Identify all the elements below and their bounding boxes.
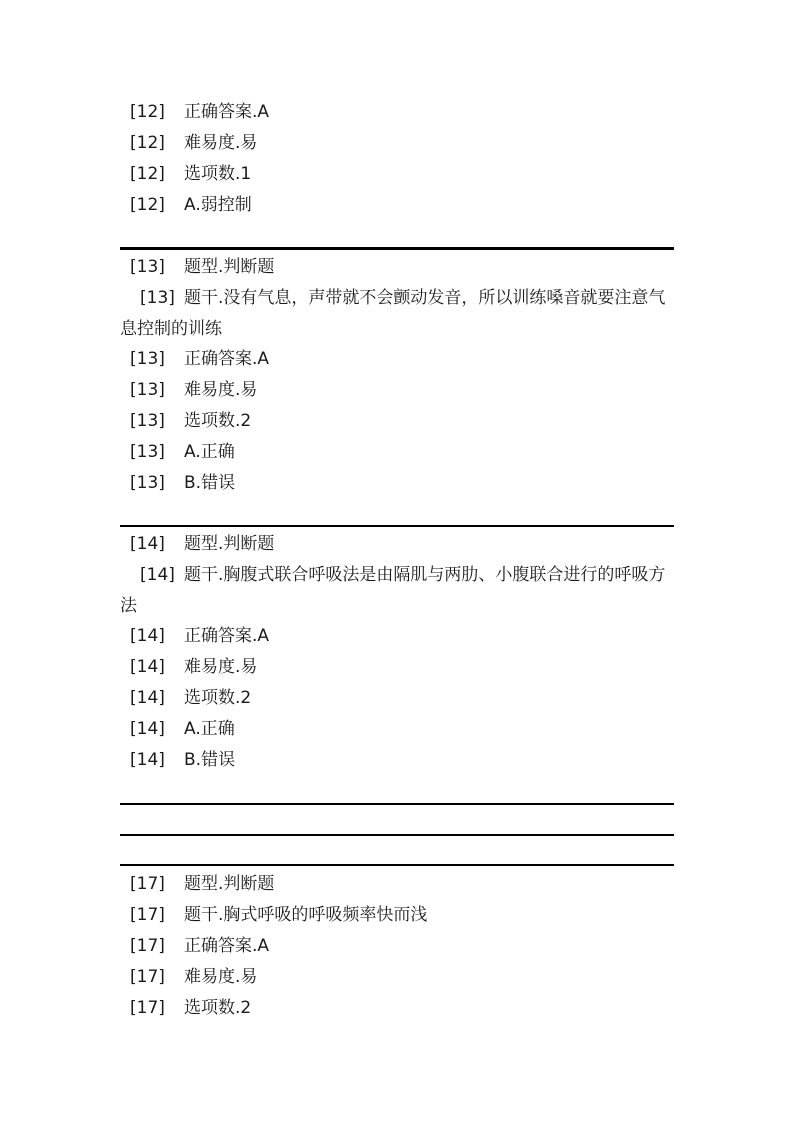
q13-option-count-text: 选项数.2 <box>184 411 252 431</box>
q13-tag: [13] <box>130 257 165 277</box>
q13-line-type <box>130 252 690 283</box>
q13-option-a-text: A.正确 <box>184 442 235 462</box>
q14-line-answer <box>130 621 690 652</box>
q17-tag: [17] <box>130 967 165 987</box>
q12-difficulty-text: 难易度.易 <box>184 133 258 153</box>
q17-tag: [17] <box>130 998 165 1018</box>
q12-line-answer <box>130 97 690 128</box>
q13-stem-text: 题干.没有气息，声带就不会颤动发音，所以训练嗓音就要注意气息控制的训练 <box>120 288 666 339</box>
q14-difficulty-text: 难易度.易 <box>184 657 258 677</box>
q13-tag: [13] <box>140 288 175 308</box>
q14-type-text: 题型.判断题 <box>184 534 275 554</box>
q14-option-a-text: A.正确 <box>184 719 235 739</box>
q12-option-count-text: 选项数.1 <box>184 164 252 184</box>
q14-line-option-b <box>130 745 690 776</box>
q13-tag: [13] <box>130 473 165 493</box>
separator-rule <box>120 803 674 805</box>
separator-rule <box>120 864 674 866</box>
separator-rule <box>120 525 674 527</box>
q13-option-b-text: B.错误 <box>184 473 236 493</box>
q17-tag: [17] <box>130 936 165 956</box>
q14-tag: [14] <box>130 688 165 708</box>
separator-rule <box>120 247 674 250</box>
q17-line-stem <box>130 900 690 931</box>
q14-line-stem <box>120 560 680 622</box>
q17-option-count-text: 选项数.2 <box>184 998 252 1018</box>
q13-type-text: 题型.判断题 <box>184 257 275 277</box>
q12-line-option-count <box>130 159 690 190</box>
q13-tag: [13] <box>130 411 165 431</box>
q17-type-text: 题型.判断题 <box>184 874 275 894</box>
q13-line-option-count <box>130 406 690 437</box>
q17-line-difficulty <box>130 962 690 993</box>
q14-line-type <box>130 529 690 560</box>
q14-tag: [14] <box>130 657 165 677</box>
q14-tag: [14] <box>130 750 165 770</box>
q12-line-option-a <box>130 190 690 221</box>
q12-line-difficulty <box>130 128 690 159</box>
q13-tag: [13] <box>130 380 165 400</box>
q13-line-option-a <box>130 437 690 468</box>
q14-option-b-text: B.错误 <box>184 750 236 770</box>
q12-tag: [12] <box>130 164 165 184</box>
q12-tag: [12] <box>130 195 165 215</box>
q13-tag: [13] <box>130 442 165 462</box>
separator-rule <box>120 834 674 836</box>
q17-line-answer <box>130 931 690 962</box>
q17-line-option-count <box>130 993 690 1024</box>
q14-option-count-text: 选项数.2 <box>184 688 252 708</box>
q12-tag: [12] <box>130 133 165 153</box>
q14-stem-text: 题干.胸腹式联合呼吸法是由隔肌与两肋、小腹联合进行的呼吸方法 <box>120 565 666 616</box>
q17-tag: [17] <box>130 874 165 894</box>
q13-line-difficulty <box>130 375 690 406</box>
q14-tag: [14] <box>130 534 165 554</box>
q14-line-difficulty <box>130 652 690 683</box>
q13-line-stem <box>120 283 680 345</box>
q14-answer-text: 正确答案.A <box>184 626 270 646</box>
q12-answer-text: 正确答案.A <box>184 102 270 122</box>
q14-tag: [14] <box>140 565 175 585</box>
q13-line-answer <box>130 344 690 375</box>
q14-line-option-a <box>130 714 690 745</box>
q13-tag: [13] <box>130 349 165 369</box>
q17-stem-text: 题干.胸式呼吸的呼吸频率快而浅 <box>184 905 428 925</box>
q12-option-a-text: A.弱控制 <box>184 195 252 215</box>
q17-tag: [17] <box>130 905 165 925</box>
q14-tag: [14] <box>130 626 165 646</box>
q14-line-option-count <box>130 683 690 714</box>
q14-tag: [14] <box>130 719 165 739</box>
q13-line-option-b <box>130 468 690 499</box>
q17-answer-text: 正确答案.A <box>184 936 270 956</box>
q12-tag: [12] <box>130 102 165 122</box>
q13-difficulty-text: 难易度.易 <box>184 380 258 400</box>
q17-difficulty-text: 难易度.易 <box>184 967 258 987</box>
q17-line-type <box>130 869 690 900</box>
q13-answer-text: 正确答案.A <box>184 349 270 369</box>
